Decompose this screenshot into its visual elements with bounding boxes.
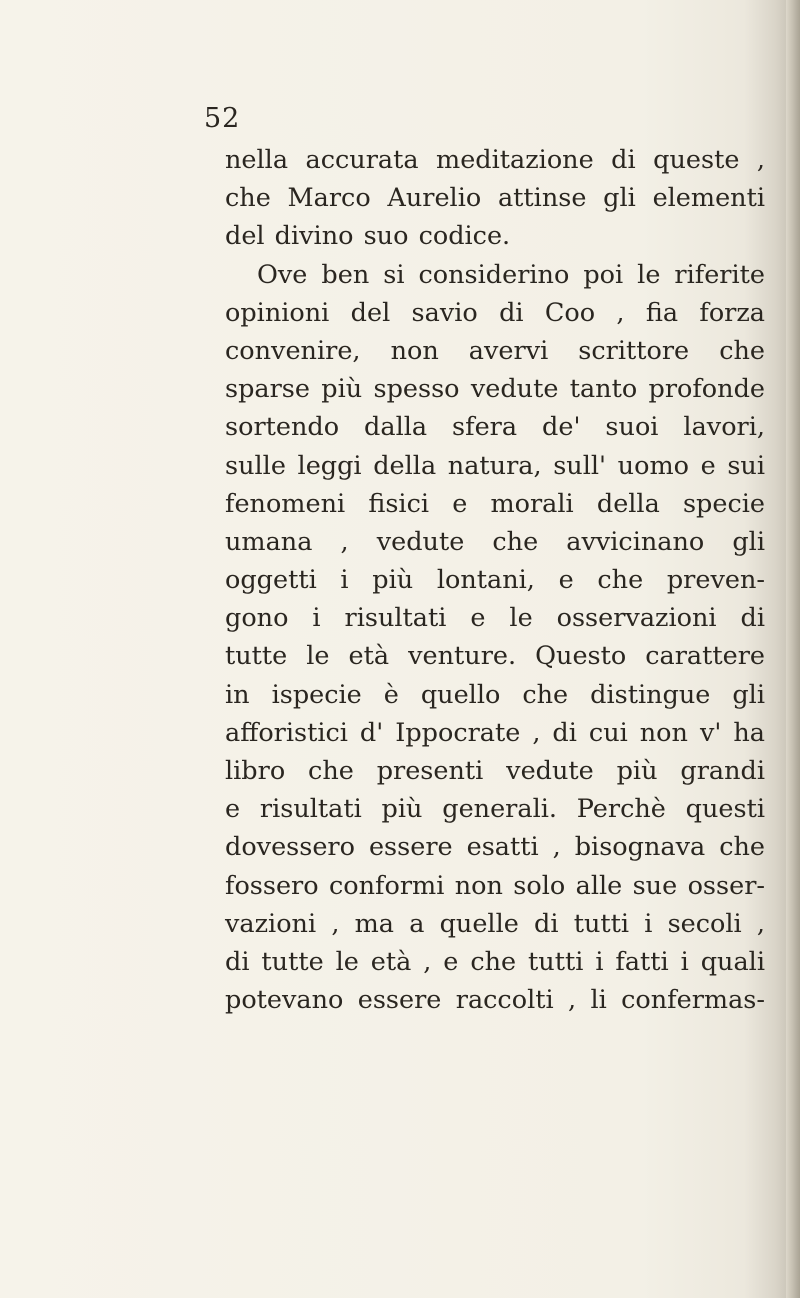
body-text: [225, 141, 765, 1019]
text-line: afforistici d' Ippocrate , di cui non v' ha: [225, 717, 765, 748]
text-line: gono i risultati e le osservazioni di: [225, 603, 765, 634]
text-line: opinioni del savio di Coo , fia forza: [225, 297, 765, 328]
page-edge-shadow: [786, 0, 800, 1298]
text-line: sortendo dalla sfera de' suoi lavori,: [225, 412, 765, 443]
text-line: che Marco Aurelio attinse gli elementi: [225, 183, 765, 214]
text-line: e risultati più generali. Perchè questi: [225, 794, 765, 825]
text-line: convenire, non avervi scrittore che: [225, 335, 765, 366]
text-line: sparse più spesso vedute tanto profonde: [225, 374, 765, 405]
text-line: nella accurata meditazione di queste ,: [225, 145, 765, 175]
text-line: Ove ben si considerino poi le riferite: [257, 259, 765, 290]
text-line: di tutte le età , e che tutti i fatti i quali: [225, 946, 765, 977]
text-line: dovessero essere esatti , bisognava che: [225, 832, 765, 863]
text-line: libro che presenti vedute più grandi: [225, 756, 765, 786]
text-line: umana , vedute che avvicinano gli: [225, 526, 765, 557]
text-line: del divino suo codice.: [225, 221, 511, 252]
text-line: sulle leggi della natura, sull' uomo e sui: [225, 450, 765, 481]
page-number: 52: [204, 103, 241, 134]
text-line: potevano essere raccolti , li confermas-: [225, 985, 765, 1016]
text-line: fenomeni fisici e morali della specie: [225, 488, 765, 519]
text-line: fossero conformi non solo alle sue osser-: [225, 870, 765, 901]
text-line: oggetti i più lontani, e che preven-: [225, 565, 765, 596]
text-line: tutte le età venture. Questo carattere: [225, 641, 765, 672]
text-line: vazioni , ma a quelle di tutti i secoli ,: [225, 908, 765, 939]
text-line: in ispecie è quello che distingue gli: [225, 679, 765, 710]
